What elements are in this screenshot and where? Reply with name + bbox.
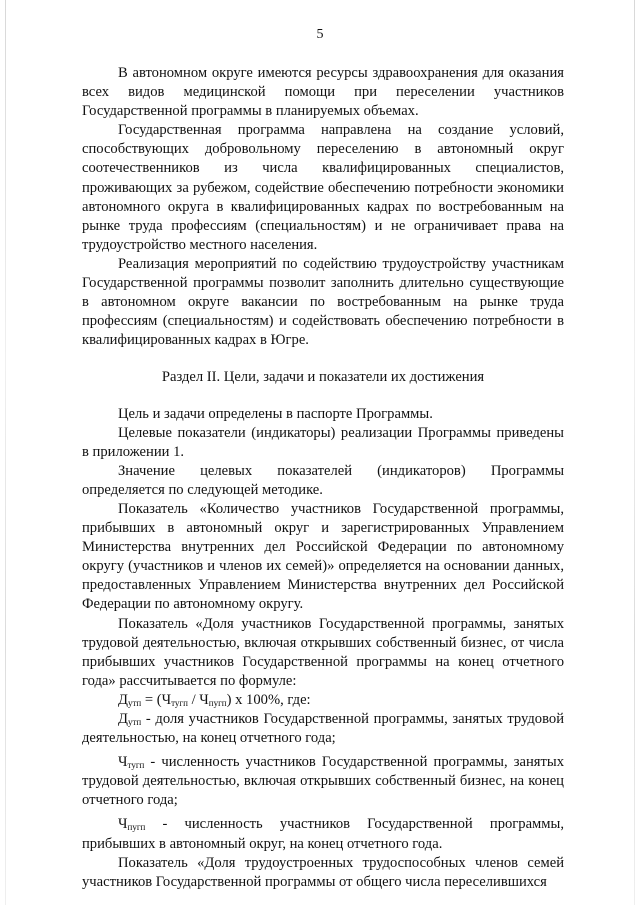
paragraph-health-resources: В автономном округе имеются ресурсы здравоохранения для оказания всех видов медицинской помощи при переселении участников Государственной программы в планируемых объемах. [82, 65, 564, 120]
paragraph-implementation: Реализация мероприятий по содействию трудоустройству участникам Государственной программы позволит заполнить длительно существующие в автономном округе вакансии по востребованным на рынке труда профессиям (специальностям) и содействовать обеспечению потребности в квалифицированных кадрах в Югре. [82, 255, 564, 349]
document-body [82, 64, 564, 892]
definition-d: $Д_{утп}$ - доля участников Государственной программы, занятых трудовой деятельностью, на конец отчетного года; [82, 711, 564, 747]
paragraph-program-purpose: Государственная программа направлена на создание условий, способствующих добровольному переселению в автономный округ соотечественников из числа квалифицированных специалистов, проживающих за рубежом, содействие обеспечению потребности экономики автономного округа в квалифицированных кадрах по востребованным на рынке труда профессиям (специальностям) и не ограничивает права на трудоустройство местного населения. [82, 122, 564, 253]
scan-edge-right [634, 0, 635, 905]
paragraph-indicator-share: Показатель «Доля участников Государственной программы, занятых трудовой деятельностью, включая открывших собственный бизнес, от числа прибывших участников Государственной программы на конец отчетного года» рассчитывается по формуле: [82, 615, 564, 689]
section-heading: Раздел II. Цели, задачи и показатели их достижения [161, 369, 485, 386]
scan-edge-left [5, 0, 6, 905]
paragraph-family-share: Показатель «Доля трудоустроенных трудоспособных членов семей участников Государственной программы от общего числа переселившихся [82, 854, 564, 890]
definition-p: $Ч_{пугп}$ - численность участников Государственной программы, прибывших в автономный округ, на конец отчетного года. [82, 816, 564, 852]
page-number: 5 [316, 27, 324, 42]
paragraph-indicator-count: Показатель «Количество участников Государственной программы, прибывших в автономный округ и зарегистрированных Управлением Министерства внутренних дел Российской Федерации по автономному округу (участников и членов их семей)» определяется на основании данных, предоставленных Управлением Министерства внутренних дел Российской Федерации по автономному округу. [82, 500, 564, 613]
formula-line: $Д_{утп} = (Ч_{тугп} / Ч_{пугп})$ x 100%, где: [118, 691, 311, 708]
definition-t: $Ч_{тугп}$ - численность участников Государственной программы, занятых трудовой деятельностью, включая открывших собственный бизнес, на конец отчетного года; [82, 754, 564, 809]
paragraph-goals: Цель и задачи определены в паспорте Программы. [118, 405, 433, 422]
paragraph-methodology: Значение целевых показателей (индикаторов) Программы определяется по следующей методике. [82, 462, 564, 498]
paragraph-indicators: Целевые показатели (индикаторы) реализации Программы приведены в приложении 1. [82, 424, 564, 460]
